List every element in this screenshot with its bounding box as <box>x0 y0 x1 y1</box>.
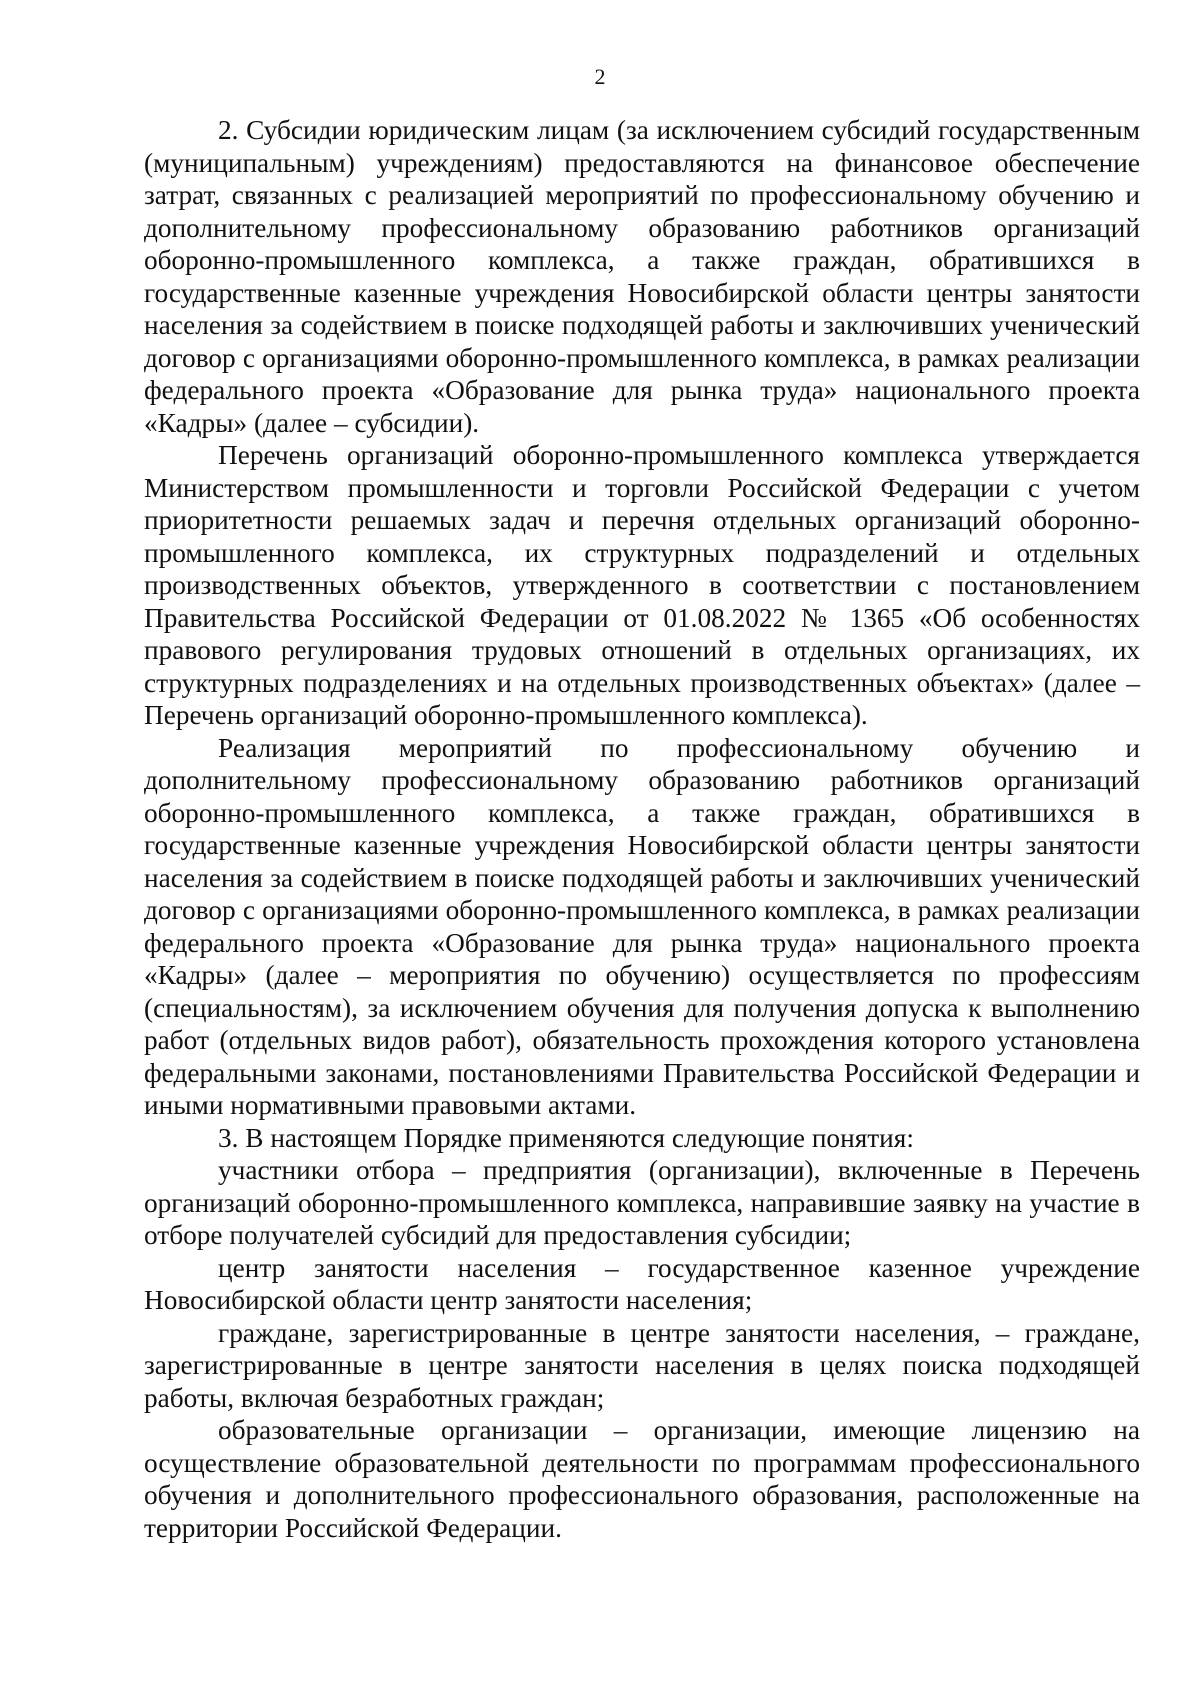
definition-selection-participants: участники отбора – предприятия (организации), включенные в Перечень организаций оборонно-промышленного комплекса, направившие заявку на участие в отборе получателей субсидий для предоставления субсидии; <box>144 1155 1140 1250</box>
definition-educational-organizations: образовательные организации – организации, имеющие лицензию на осуществление образовательной деятельности по программам профессионального обучения и дополнительного профессионального образования, расположенные на территории Российской Федерации. <box>144 1415 1140 1543</box>
page-number: 2 <box>594 64 606 89</box>
document-body <box>144 114 1140 1544</box>
paragraph-enterprise-list: Перечень организаций оборонно-промышленного комплекса утверждается Министерством промышленности и торговли Российской Федерации с учетом приоритетности решаемых задач и перечня отдельных организаций оборонно-промышленного комплекса, их структурных подразделений и отдельных производственных объектов, утвержденного в соответствии с постановлением Правительства Российской Федерации от 01.08.2022 № 1365 «Об особенностях правового регулирования трудовых отношений в отдельных организациях, их структурных подразделениях и на отдельных производственных объектах» (далее – Перечень организаций оборонно-промышленного комплекса). <box>144 440 1140 730</box>
definition-employment-center: центр занятости населения – государственное казенное учреждение Новосибирской области центр занятости населения; <box>144 1252 1140 1315</box>
paragraph-subsidies: 2. Субсидии юридическим лицам (за исключением субсидий государственным (муниципальным) учреждениям) предоставляются на финансовое обеспечение затрат, связанных с реализацией мероприятий по профессиональному обучению и дополнительному профессиональному образованию работников организаций оборонно-промышленного комплекса, а также граждан, обратившихся в государственные казенные учреждения Новосибирской области центры занятости населения за содействием в поиске подходящей работы и заключивших ученический договор с организациями оборонно-промышленного комплекса, в рамках реализации федерального проекта «Образование для рынка труда» национального проекта «Кадры» (далее – субсидии). <box>144 115 1140 438</box>
definition-registered-citizens: граждане, зарегистрированные в центре занятости населения, – граждане, зарегистрированные в центре занятости населения в целях поиска подходящей работы, включая безработных граждан; <box>144 1317 1140 1413</box>
paragraph-training-implementation: Реализация мероприятий по профессиональному обучению и дополнительному профессиональному образованию работников организаций оборонно-промышленного комплекса, а также граждан, обратившихся в государственные казенные учреждения Новосибирской области центры занятости населения за содействием в поиске подходящей работы и заключивших ученический договор с организациями оборонно-промышленного комплекса, в рамках реализации федерального проекта «Образование для рынка труда» национального проекта «Кадры» (далее – мероприятия по обучению) осуществляется по профессиям (специальностям), за исключением обучения для получения допуска к выполнению работ (отдельных видов работ), обязательность прохождения которого установлена федеральными законами, постановлениями Правительства Российской Федерации и иными нормативными правовыми актами. <box>144 732 1140 1120</box>
paragraph-definitions-intro: 3. В настоящем Порядке применяются следующие понятия: <box>218 1122 914 1153</box>
